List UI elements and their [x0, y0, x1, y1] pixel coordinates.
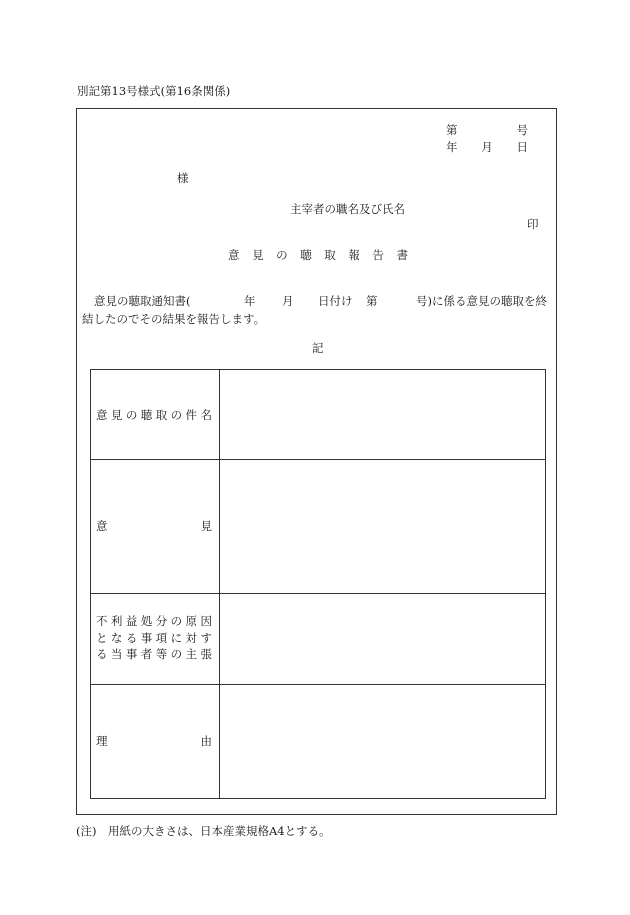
- label-char: 分: [155, 614, 168, 628]
- table-row-divider: [90, 459, 546, 460]
- label-char: の: [170, 614, 183, 628]
- body-month: 月: [282, 294, 294, 308]
- row-label-opinion: [96, 521, 212, 533]
- label-char: 張: [200, 647, 212, 661]
- document-title: [228, 250, 408, 262]
- label-char: 件: [185, 408, 198, 422]
- label-char: 原: [185, 614, 198, 628]
- label-char: な: [110, 630, 123, 645]
- number-prefix: 第: [446, 123, 458, 137]
- label-line: [96, 630, 212, 645]
- title-char: 書: [396, 248, 408, 262]
- body-part1: 意見の聴取通知書(: [94, 294, 191, 308]
- seal-mark: 印: [527, 217, 539, 231]
- label-char: 因: [200, 614, 212, 628]
- label-char: 名: [200, 408, 212, 422]
- label-char: に: [170, 630, 183, 645]
- title-char: 意: [228, 248, 240, 262]
- row-label-reason: [96, 736, 212, 748]
- label-char: 取: [155, 408, 168, 422]
- body-number-prefix: 第: [366, 294, 378, 308]
- row-label-hearing-subject: [96, 410, 212, 422]
- label-char: る: [125, 630, 138, 645]
- label-line: [96, 649, 212, 661]
- label-char: 不: [96, 614, 108, 628]
- title-char: 報: [348, 248, 360, 262]
- title-char: の: [276, 248, 288, 262]
- label-char: 主: [185, 647, 198, 661]
- date-year: 年: [446, 140, 458, 154]
- number-suffix: 号: [516, 123, 528, 137]
- date-line: [446, 142, 528, 154]
- body-part2: 号)に係る意見の聴取を終: [416, 294, 547, 308]
- body-dated: 日付け: [318, 294, 353, 308]
- title-char: 見: [252, 248, 264, 262]
- document-number-line: [446, 125, 528, 137]
- label-char: 見: [200, 519, 212, 533]
- body-year: 年: [244, 294, 256, 308]
- label-char: 利: [110, 614, 123, 628]
- label-char: の: [170, 408, 183, 422]
- label-char: 理: [96, 734, 108, 748]
- label-char: 対: [185, 630, 198, 645]
- date-month: 月: [481, 140, 493, 154]
- table-row-divider: [90, 593, 546, 594]
- label-char: 者: [140, 647, 153, 661]
- form-caption: 別記第13号様式(第16条関係): [77, 84, 231, 98]
- details-table: [90, 369, 546, 799]
- addressee-suffix: 様: [177, 171, 189, 185]
- reporter-label: 主宰者の職名及び氏名: [290, 202, 405, 216]
- label-char: 項: [155, 630, 168, 645]
- table-row-divider: [90, 684, 546, 685]
- label-char: の: [170, 647, 183, 661]
- label-char: 意: [96, 408, 108, 422]
- label-char: の: [125, 408, 138, 422]
- label-line: [96, 616, 212, 628]
- label-char: 聴: [140, 408, 153, 422]
- title-char: 聴: [300, 248, 312, 262]
- label-char: る: [96, 647, 108, 661]
- label-char: 意: [96, 519, 108, 533]
- label-char: 見: [110, 408, 123, 422]
- label-char: 由: [200, 734, 212, 748]
- label-char: 事: [140, 630, 153, 645]
- title-char: 告: [372, 248, 384, 262]
- label-char: 当: [110, 647, 123, 661]
- label-char: 益: [125, 614, 138, 628]
- label-char: 事: [125, 647, 138, 661]
- footnote: (注) 用紙の大きさは、日本産業規格A4とする。: [76, 824, 331, 838]
- date-day: 日: [516, 140, 528, 154]
- body-text-line2: 結したのでその結果を報告します。: [82, 312, 266, 326]
- row-label-party-claims: [96, 616, 212, 666]
- ki-heading: 記: [312, 341, 324, 355]
- title-char: 取: [324, 248, 336, 262]
- label-char: 等: [155, 647, 168, 661]
- label-char: 処: [140, 614, 153, 628]
- table-column-divider: [219, 369, 220, 799]
- label-char: と: [96, 630, 108, 645]
- label-char: す: [200, 630, 212, 645]
